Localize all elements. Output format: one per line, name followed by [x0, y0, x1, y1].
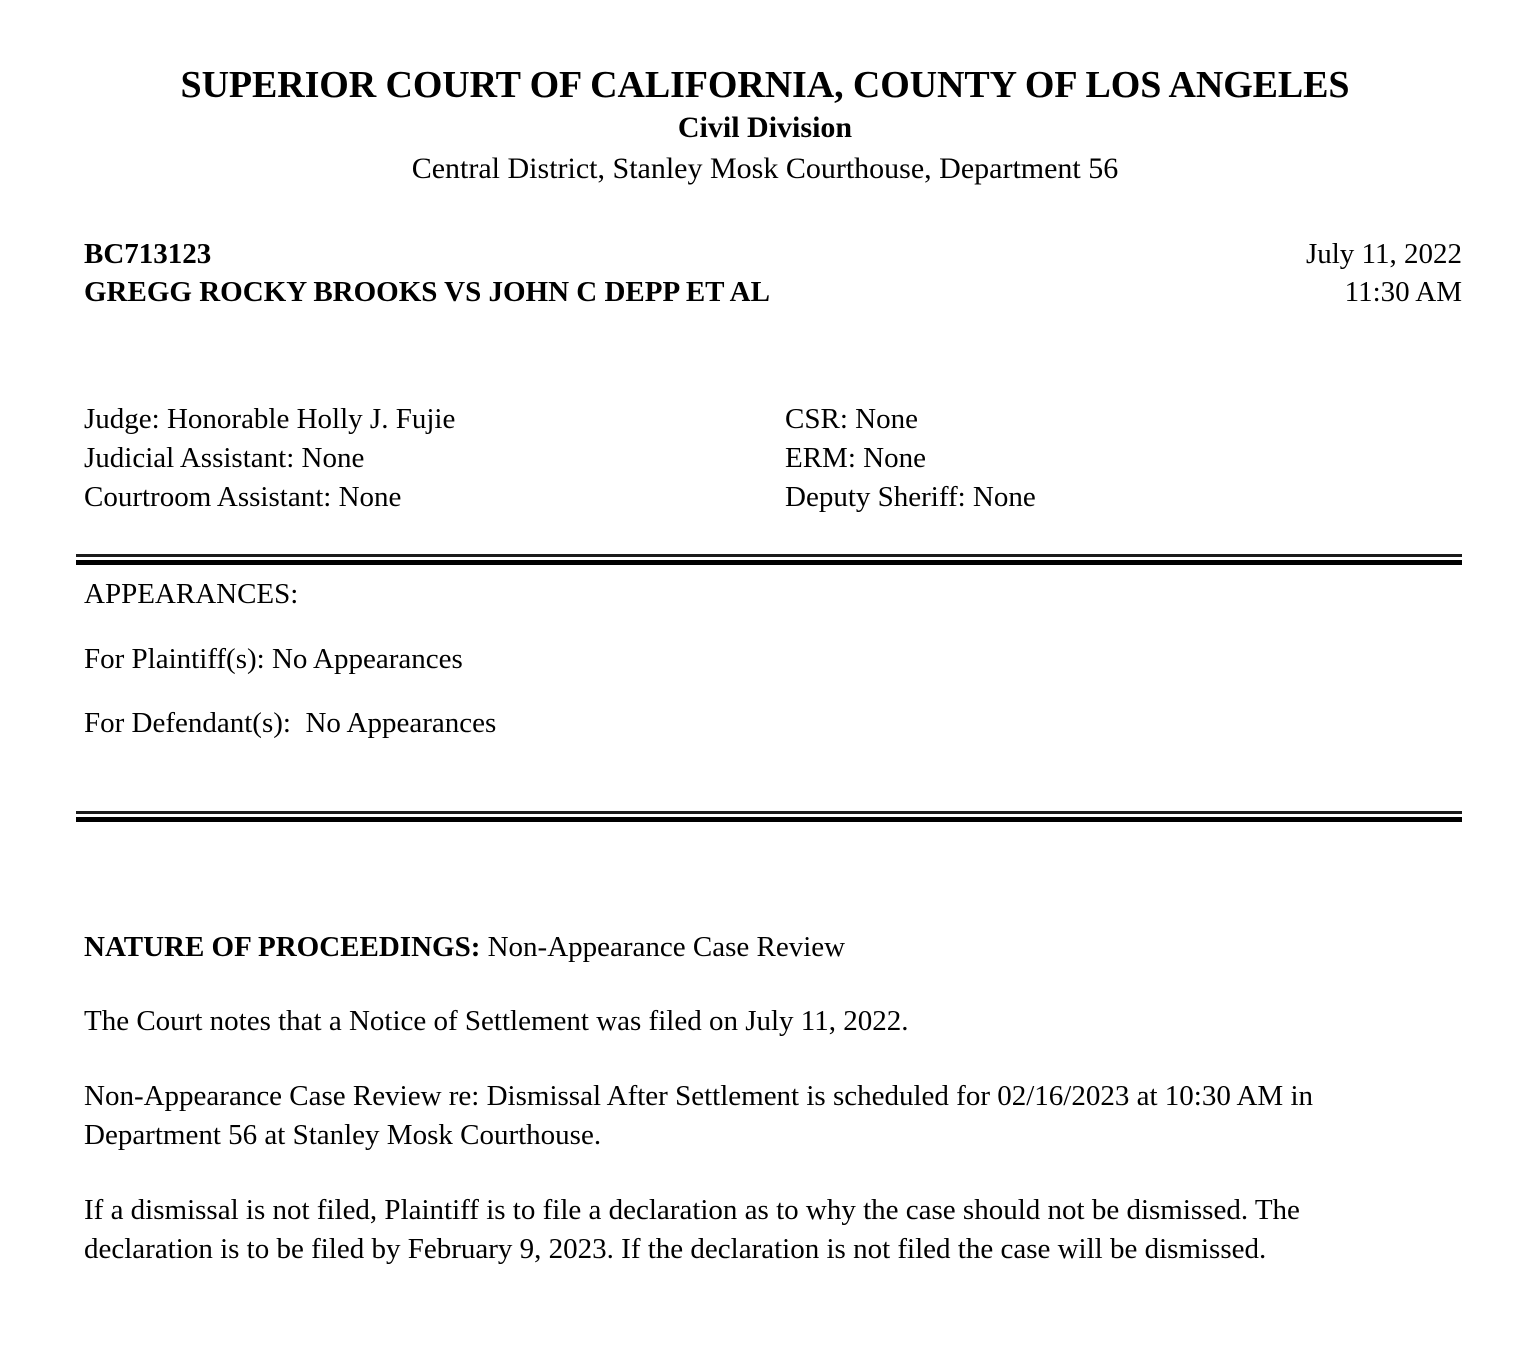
- case-identification-block: [84, 236, 1462, 311]
- proceedings-paragraph: The Court notes that a Notice of Settlement was filed on July 11, 2022.: [84, 1005, 909, 1038]
- divider-thick-line: [76, 817, 1462, 822]
- section-divider-top: [76, 554, 1462, 565]
- proceedings-paragraph: If a dismissal is not filed, Plaintiff is to file a declaration as to why the case should not be dismissed. The declaration is to be filed by February 9, 2023. If the declaration is not filed the case will be dismissed.: [84, 1194, 1300, 1266]
- courtroom-assistant-field: Courtroom Assistant: None: [84, 481, 402, 513]
- csr-field: CSR: None: [785, 403, 918, 435]
- hearing-time: 11:30 AM: [1344, 275, 1462, 308]
- case-number-row: [84, 236, 1462, 274]
- case-title: GREGG ROCKY BROOKS VS JOHN C DEPP ET AL: [84, 275, 770, 308]
- courtroom-personnel-block: [84, 400, 1462, 517]
- hearing-date: July 11, 2022: [1305, 238, 1462, 270]
- case-number: BC713123: [84, 238, 212, 270]
- case-title-row: [84, 274, 1462, 312]
- deputy-sheriff-field: Deputy Sheriff: None: [785, 481, 1036, 513]
- divider-thick-line: [76, 560, 1462, 565]
- judge-field: Judge: Honorable Holly J. Fujie: [84, 403, 456, 435]
- erm-field: ERM: None: [785, 442, 926, 474]
- personnel-row: [84, 478, 1462, 517]
- appearances-heading: APPEARANCES:: [84, 578, 299, 610]
- nature-of-proceedings-block: [84, 928, 1429, 1269]
- personnel-row: [84, 439, 1462, 478]
- court-header: [60, 64, 1470, 188]
- court-division: Civil Division: [677, 110, 853, 144]
- personnel-row: [84, 400, 1462, 439]
- nature-of-proceedings-label: NATURE OF PROCEEDINGS:: [84, 931, 481, 963]
- appearances-block: [84, 576, 1462, 743]
- proceedings-paragraph: Non-Appearance Case Review re: Dismissal After Settlement is scheduled for 02/16/2023 at 10:30 AM in Department 56 at Stanley Mosk Courthouse.: [84, 1080, 1314, 1152]
- nature-of-proceedings-heading: [84, 928, 1429, 966]
- plaintiff-appearance: For Plaintiff(s): No Appearances: [84, 642, 463, 675]
- court-title: SUPERIOR COURT OF CALIFORNIA, COUNTY OF LOS ANGELES: [180, 64, 1350, 106]
- defendant-appearance: For Defendant(s): No Appearances: [84, 707, 497, 740]
- judicial-assistant-field: Judicial Assistant: None: [84, 442, 365, 474]
- section-divider-bottom: [76, 811, 1462, 822]
- court-district-location: Central District, Stanley Mosk Courthouse, Department 56: [411, 151, 1119, 185]
- nature-of-proceedings-value: Non-Appearance Case Review: [480, 931, 846, 963]
